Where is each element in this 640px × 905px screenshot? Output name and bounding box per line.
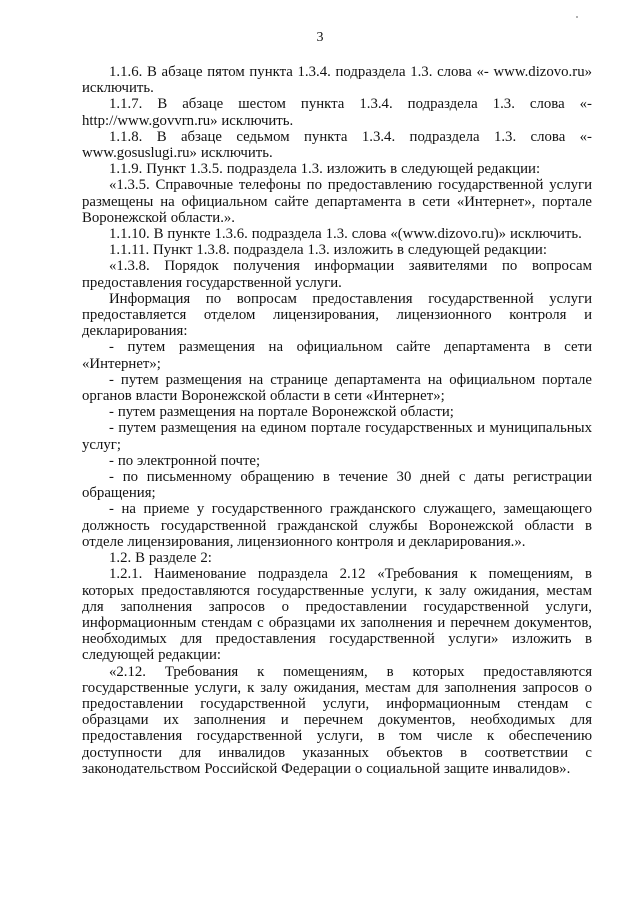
list-item-email: - по электронной почте; xyxy=(109,452,261,469)
paragraph-1-1-7: 1.1.7. В абзаце шестом пункта 1.3.4. подраздела 1.3. слова «- http://www.govvrn.ru» исключить. xyxy=(82,96,592,129)
document-body xyxy=(82,64,592,777)
paragraph-1-1-10: 1.1.10. В пункте 1.3.6. подраздела 1.3. слова «(www.dizovo.ru)» исключить. xyxy=(109,226,582,243)
list-item-unified-portal: - путем размещения на едином портале государственных и муниципальных услуг; xyxy=(82,420,592,453)
paragraph-information-intro: Информация по вопросам предоставления государственной услуги предоставляется отделом лицензирования, лицензионного контроля и декларирования: xyxy=(82,290,592,340)
paragraph-1-2-1: 1.2.1. Наименование подраздела 2.12 «Требования к помещениям, в которых предоставляются государственные услуги, к залу ожидания, местам для заполнения запросов о предоставлении государственной услуги, информационным стендам с образцами их заполнения и перечнем документов, необходимых для предоставления государственной услуги» изложить в следующей редакции: xyxy=(82,566,592,664)
list-item-official-site: - путем размещения на официальном сайте департамента в сети «Интернет»; xyxy=(82,339,592,372)
paragraph-1-1-9: 1.1.9. Пункт 1.3.5. подраздела 1.3. изложить в следующей редакции: xyxy=(109,161,541,178)
page-number: 3 xyxy=(316,30,324,45)
paragraph-1-3-5-text: «1.3.5. Справочные телефоны по предоставлению государственной услуги размещены на официальном сайте департамента в сети «Интернет», портале Воронежской области.». xyxy=(82,177,592,226)
paragraph-2-12-text: «2.12. Требования к помещениям, в которых предоставляются государственные услуги, к залу ожидания, местам для заполнения запросов о предоставлении государственной услуги, информационным стендам с образцами их заполнения и перечнем документов, необходимых для предоставления государственной услуги, в том числе к обеспечению доступности для инвалидов указанных объектов в соответствии с законодательством Российской Федерации о социальной защите инвалидов». xyxy=(82,663,592,777)
paragraph-1-1-11: 1.1.11. Пункт 1.3.8. подраздела 1.3. изложить в следующей редакции: xyxy=(109,242,547,259)
list-item-written-request: - по письменному обращению в течение 30 дней с даты регистрации обращения; xyxy=(82,469,592,502)
paragraph-1-2: 1.2. В разделе 2: xyxy=(109,550,212,567)
list-item-authorities-portal: - путем размещения на странице департамента на официальном портале органов власти Воронежской области в сети «Интернет»; xyxy=(82,371,592,405)
paragraph-1-1-6: 1.1.6. В абзаце пятом пункта 1.3.4. подраздела 1.3. слова «- www.dizovo.ru» исключить. xyxy=(82,64,592,97)
list-item-in-person: - на приеме у государственного гражданского служащего, замещающего должность государственной гражданской службы Воронежской области в отделе лицензирования, лицензионного контроля и декларирования.». xyxy=(82,501,592,550)
paragraph-1-3-8-heading: «1.3.8. Порядок получения информации заявителями по вопросам предоставления государственной услуги. xyxy=(82,258,592,291)
list-item-regional-portal: - путем размещения на портале Воронежской области; xyxy=(109,404,454,421)
scan-speck xyxy=(576,16,578,18)
paragraph-1-1-8: 1.1.8. В абзаце седьмом пункта 1.3.4. подраздела 1.3. слова «- www.gosuslugi.ru» исключить. xyxy=(82,128,592,162)
